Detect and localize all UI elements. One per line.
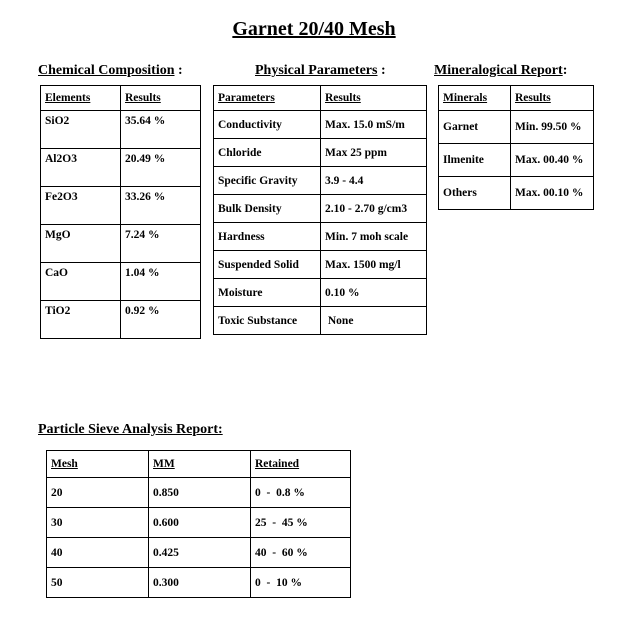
parameter-cell: Suspended Solid (214, 251, 321, 279)
table-row (214, 139, 427, 167)
table-row (439, 177, 594, 210)
element-cell: Fe2O3 (41, 187, 121, 225)
physical-table (213, 85, 427, 335)
result-cell: Max 25 ppm (321, 139, 427, 167)
page-title: Garnet 20/40 Mesh (232, 18, 396, 40)
parameter-cell: Bulk Density (214, 195, 321, 223)
table-header-row (41, 86, 201, 111)
result-cell: 7.24 % (121, 225, 201, 263)
physical-heading-suffix: : (377, 63, 386, 78)
column-header: Retained (251, 451, 351, 478)
mineral-heading (434, 63, 567, 79)
mm-cell: 0.850 (149, 478, 251, 508)
table-row (439, 111, 594, 144)
retained-cell: 0 - 10 % (251, 568, 351, 598)
result-cell: Max. 1500 mg/l (321, 251, 427, 279)
physical-heading (255, 63, 386, 79)
retained-cell: 0 - 0.8 % (251, 478, 351, 508)
chemical-table (40, 85, 201, 339)
table-row (41, 301, 201, 339)
mm-cell: 0.600 (149, 508, 251, 538)
result-cell: Min. 99.50 % (511, 111, 594, 144)
column-header: MM (149, 451, 251, 478)
table-row (47, 478, 351, 508)
mineral-table (438, 85, 594, 210)
result-cell: Max. 00.10 % (511, 177, 594, 210)
mineral-cell: Ilmenite (439, 144, 511, 177)
result-cell: Min. 7 moh scale (321, 223, 427, 251)
result-cell: 35.64 % (121, 111, 201, 149)
result-cell: 20.49 % (121, 149, 201, 187)
result-cell: 1.04 % (121, 263, 201, 301)
parameter-cell: Hardness (214, 223, 321, 251)
sieve-heading (38, 422, 223, 438)
mesh-cell: 30 (47, 508, 149, 538)
chemical-heading-suffix: : (174, 63, 183, 78)
element-cell: Al2O3 (41, 149, 121, 187)
element-cell: CaO (41, 263, 121, 301)
table-row (47, 568, 351, 598)
chemical-heading (38, 63, 183, 79)
mesh-cell: 50 (47, 568, 149, 598)
retained-cell: 25 - 45 % (251, 508, 351, 538)
mineral-heading-text: Mineralogical Report (434, 63, 563, 78)
column-header: Mesh (47, 451, 149, 478)
mineral-heading-suffix: : (562, 63, 568, 78)
element-cell: MgO (41, 225, 121, 263)
table-row (41, 111, 201, 149)
table-row (214, 195, 427, 223)
parameter-cell: Conductivity (214, 111, 321, 139)
element-cell: TiO2 (41, 301, 121, 339)
table-row (214, 167, 427, 195)
result-cell: Max. 00.40 % (511, 144, 594, 177)
column-header: Minerals (439, 86, 511, 111)
mm-cell: 0.300 (149, 568, 251, 598)
parameter-cell: Specific Gravity (214, 167, 321, 195)
sieve-heading-text: Particle Sieve Analysis Report: (38, 422, 223, 437)
table-row (214, 111, 427, 139)
mesh-cell: 20 (47, 478, 149, 508)
retained-cell: 40 - 60 % (251, 538, 351, 568)
table-row (214, 307, 427, 335)
element-cell: SiO2 (41, 111, 121, 149)
physical-heading-text: Physical Parameters (255, 63, 378, 78)
table-row (47, 538, 351, 568)
column-header: Parameters (214, 86, 321, 111)
table-row (214, 251, 427, 279)
parameter-cell: Chloride (214, 139, 321, 167)
result-cell: Max. 15.0 mS/m (321, 111, 427, 139)
result-cell: 2.10 - 2.70 g/cm3 (321, 195, 427, 223)
column-header: Elements (41, 86, 121, 111)
table-header-row (214, 86, 427, 111)
result-cell: 0.92 % (121, 301, 201, 339)
table-row (214, 279, 427, 307)
mineral-cell: Others (439, 177, 511, 210)
sieve-table (46, 450, 351, 598)
parameter-cell: Moisture (214, 279, 321, 307)
table-row (41, 225, 201, 263)
mesh-cell: 40 (47, 538, 149, 568)
parameter-cell: Toxic Substance (214, 307, 321, 335)
mineral-cell: Garnet (439, 111, 511, 144)
result-cell: None (321, 307, 427, 335)
result-cell: 0.10 % (321, 279, 427, 307)
table-row (214, 223, 427, 251)
table-row (41, 263, 201, 301)
column-header: Results (121, 86, 201, 111)
mm-cell: 0.425 (149, 538, 251, 568)
table-header-row (439, 86, 594, 111)
table-row (47, 508, 351, 538)
chemical-heading-text: Chemical Composition (38, 63, 175, 78)
table-row (439, 144, 594, 177)
column-header: Results (511, 86, 594, 111)
column-header: Results (321, 86, 427, 111)
result-cell: 3.9 - 4.4 (321, 167, 427, 195)
table-row (41, 149, 201, 187)
table-row (41, 187, 201, 225)
result-cell: 33.26 % (121, 187, 201, 225)
table-header-row (47, 451, 351, 478)
